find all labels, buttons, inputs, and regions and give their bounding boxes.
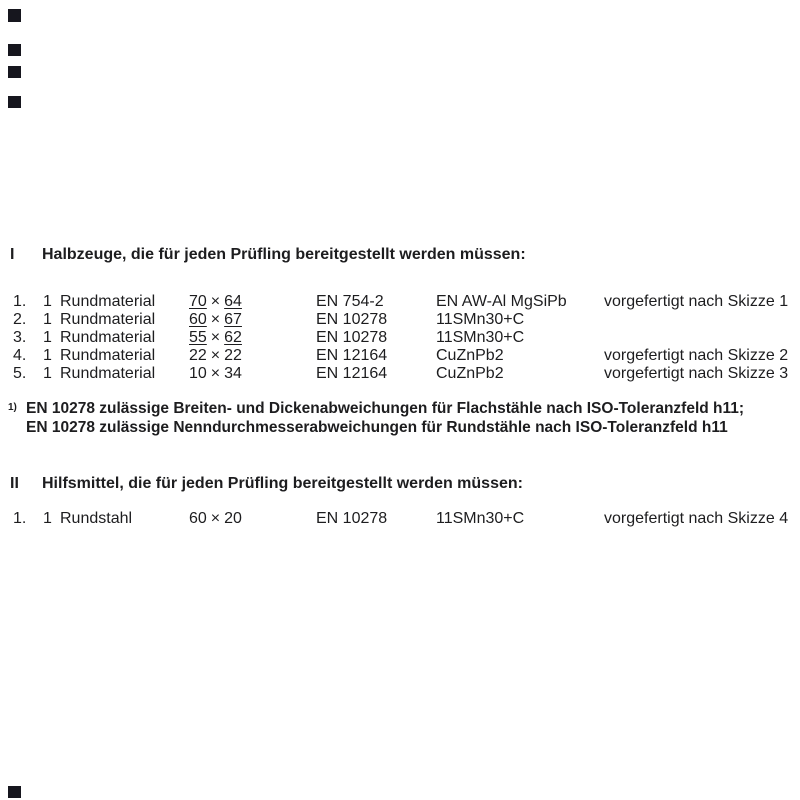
dimensions	[189, 329, 242, 347]
quantity: 1	[43, 347, 52, 364]
dim-separator: ×	[210, 293, 221, 310]
preparation-note: vorgefertigt nach Skizze 3	[604, 365, 789, 382]
material-grade: 11SMn30+C	[436, 329, 525, 346]
standard: EN 754-2	[316, 293, 384, 310]
dim-height: 67	[224, 311, 242, 328]
material-name: Rundmaterial	[60, 347, 156, 364]
material-name: Rundstahl	[60, 510, 133, 527]
material-grade: 11SMn30+C	[436, 510, 525, 527]
material-grade: 11SMn30+C	[436, 311, 525, 328]
material-name: Rundmaterial	[60, 365, 156, 382]
item-number: 2.	[13, 311, 27, 328]
table-row	[0, 365, 800, 383]
dim-height: 20	[224, 510, 242, 527]
standard: EN 12164	[316, 365, 388, 382]
standard: EN 12164	[316, 347, 388, 364]
dim-width: 22	[189, 347, 207, 364]
footnote-marker: 1)	[8, 402, 17, 413]
standard: EN 10278	[316, 311, 388, 328]
dim-separator: ×	[210, 329, 221, 346]
dim-width: 60	[189, 311, 207, 328]
material-name: Rundmaterial	[60, 311, 156, 328]
dim-width: 10	[189, 365, 207, 382]
material-grade: CuZnPb2	[436, 347, 504, 364]
footnote-text	[26, 400, 744, 437]
material-grade: EN AW-Al MgSiPb	[436, 293, 567, 310]
dim-separator: ×	[210, 311, 221, 328]
dimensions	[189, 293, 242, 311]
dim-height: 34	[224, 365, 242, 382]
dim-height: 22	[224, 347, 242, 364]
quantity: 1	[43, 329, 52, 346]
dimensions	[189, 311, 242, 329]
dim-separator: ×	[210, 365, 221, 382]
dim-height: 64	[224, 293, 242, 310]
item-number: 3.	[13, 329, 27, 346]
dim-width: 55	[189, 329, 207, 346]
dim-separator: ×	[210, 347, 221, 364]
preparation-note: vorgefertigt nach Skizze 1	[604, 293, 789, 310]
material-name: Rundmaterial	[60, 293, 156, 310]
footnote-line-2: EN 10278 zulässige Nenndurchmesserabweichungen für Rundstähle nach ISO-Toleranzfeld h11	[26, 418, 728, 436]
quantity: 1	[43, 510, 52, 527]
footnote	[8, 400, 744, 437]
table-row	[0, 347, 800, 365]
table-row	[0, 329, 800, 347]
dimensions	[189, 510, 242, 528]
section-label: I	[10, 246, 15, 263]
item-number: 4.	[13, 347, 27, 364]
quantity: 1	[43, 365, 52, 382]
quantity: 1	[43, 311, 52, 328]
material-name: Rundmaterial	[60, 329, 156, 346]
item-number: 1.	[13, 293, 27, 310]
dim-separator: ×	[210, 510, 221, 527]
section-2-heading	[10, 475, 523, 493]
section-1-heading	[10, 246, 526, 264]
standard: EN 10278	[316, 329, 388, 346]
preparation-note: vorgefertigt nach Skizze 2	[604, 347, 789, 364]
scan-artifact-mark	[8, 9, 21, 22]
quantity: 1	[43, 293, 52, 310]
footnote-line-1: EN 10278 zulässige Breiten- und Dickenabweichungen für Flachstähle nach ISO-Toleranzfeld h11;	[26, 400, 745, 417]
section-label: II	[10, 475, 19, 492]
scan-artifact-mark	[8, 44, 21, 56]
item-number: 1.	[13, 510, 27, 527]
dimensions	[189, 365, 242, 383]
scan-artifact-mark	[8, 786, 21, 798]
table-row	[0, 510, 800, 528]
dim-width: 60	[189, 510, 207, 527]
scan-artifact-mark	[8, 66, 21, 78]
dim-height: 62	[224, 329, 242, 346]
item-number: 5.	[13, 365, 27, 382]
table-row	[0, 311, 800, 329]
standard: EN 10278	[316, 510, 388, 527]
dim-width: 70	[189, 293, 207, 310]
section-title: Halbzeuge, die für jeden Prüfling bereitgestellt werden müssen:	[42, 246, 526, 263]
section-title: Hilfsmittel, die für jeden Prüfling bereitgestellt werden müssen:	[42, 475, 523, 492]
preparation-note: vorgefertigt nach Skizze 4	[604, 510, 789, 527]
scan-artifact-mark	[8, 96, 21, 108]
dimensions	[189, 347, 242, 365]
material-grade: CuZnPb2	[436, 365, 504, 382]
table-row	[0, 293, 800, 311]
